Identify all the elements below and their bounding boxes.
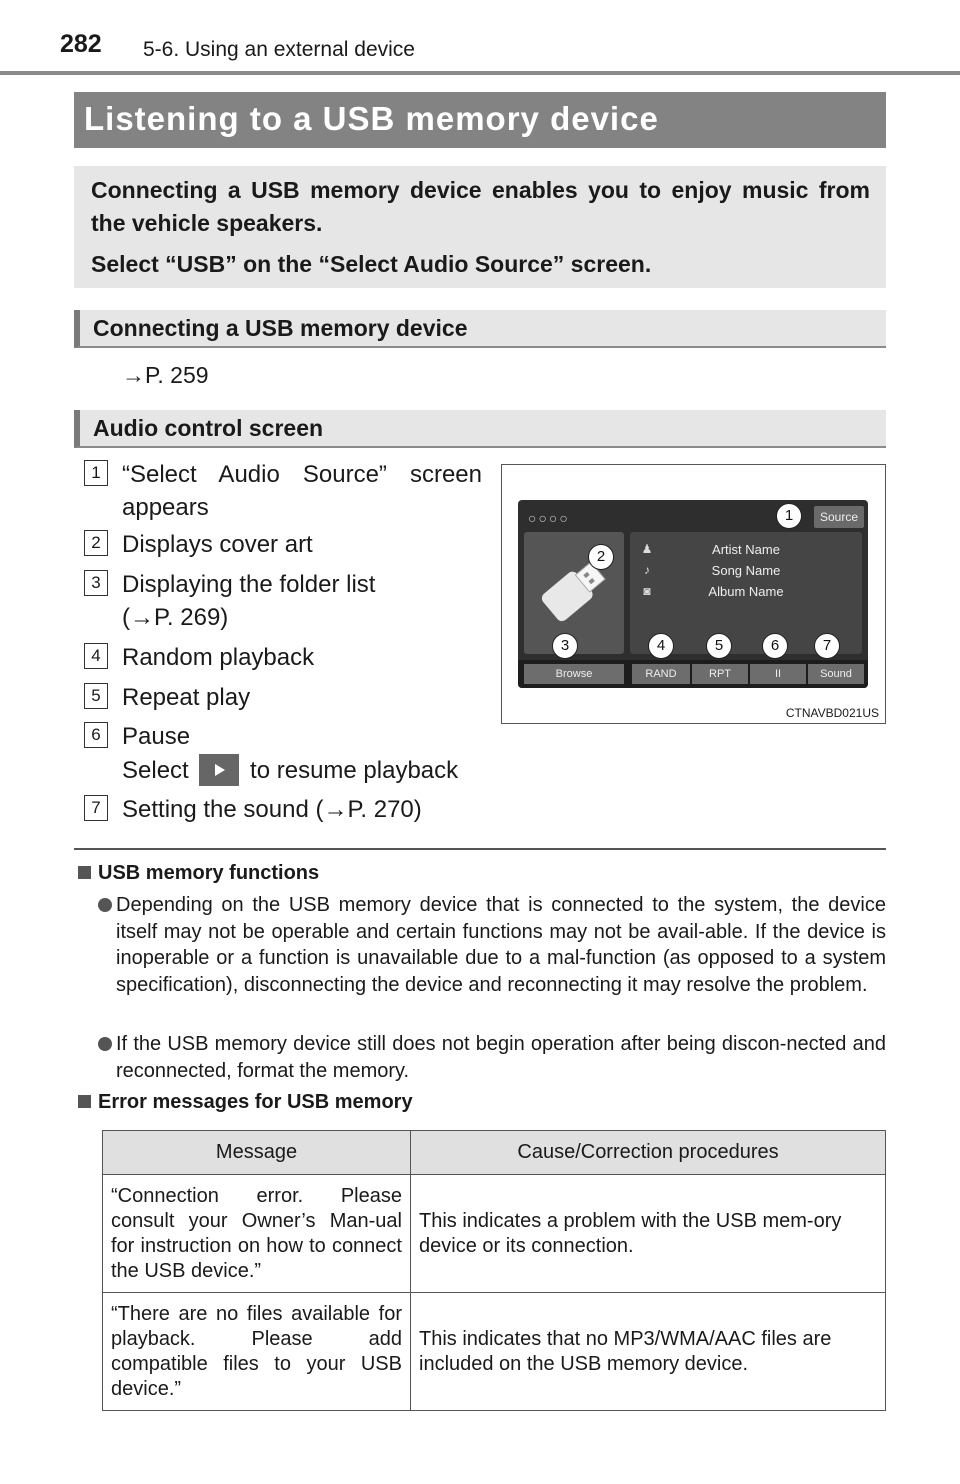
artist-name: Artist Name <box>712 542 780 557</box>
item-text: Displaying the folder list (→P. 269) <box>122 571 376 631</box>
subhead-connecting: Connecting a USB memory device <box>74 310 886 348</box>
page-number: 282 <box>60 30 102 58</box>
bullet-dot-icon <box>98 1037 112 1051</box>
item-text: Pause <box>122 723 191 750</box>
item-number: 4 <box>84 643 108 669</box>
column-header-cause: Cause/Correction procedures <box>411 1131 886 1175</box>
sound-button: Sound <box>808 664 864 684</box>
song-name: Song Name <box>711 563 781 578</box>
column-header-message: Message <box>103 1131 411 1175</box>
album-name: Album Name <box>708 584 784 599</box>
callout-5: 5 <box>706 633 732 659</box>
item-text: “Select Audio Source” screen appears <box>122 461 482 521</box>
cause-cell: This indicates that no MP3/WMA/AAC files are included on the USB memory device. <box>411 1293 886 1411</box>
item-number: 5 <box>84 683 108 709</box>
subhead-audio-control: Audio control screen <box>74 410 886 448</box>
table-row <box>103 1293 886 1411</box>
item-number: 3 <box>84 570 108 596</box>
screen-illustration <box>501 464 886 724</box>
table-row <box>103 1175 886 1293</box>
source-button: Source <box>814 506 864 528</box>
page-reference: →P. 259 <box>122 362 209 388</box>
table-header-row <box>103 1131 886 1175</box>
item-text: Displays cover art <box>122 531 313 558</box>
message-cell: “There are no files available for playback. Please add compatible files to your USB device.” <box>103 1293 411 1411</box>
cause-cell: This indicates a problem with the USB mem-ory device or its connection. <box>411 1175 886 1293</box>
callout-3: 3 <box>552 633 578 659</box>
note-bullet <box>98 1031 886 1084</box>
item-text: Repeat play <box>122 684 251 711</box>
item-number: 1 <box>84 460 108 486</box>
callout-6: 6 <box>762 633 788 659</box>
item-subtext <box>122 754 482 788</box>
header-divider <box>0 71 960 75</box>
item-number: 7 <box>84 795 108 821</box>
note-heading-usb-functions: USB memory functions <box>98 862 319 885</box>
section-divider <box>74 848 886 850</box>
callout-1: 1 <box>776 503 802 529</box>
note-bullet <box>98 892 886 998</box>
page-header <box>0 0 960 76</box>
random-button: RAND <box>632 664 690 684</box>
callout-7: 7 <box>814 633 840 659</box>
pause-button: II <box>750 664 806 684</box>
control-bar <box>518 660 868 688</box>
message-cell: “Connection error. Please consult your Owner’s Man-ual for instruction on how to connect the USB device.” <box>103 1175 411 1293</box>
play-icon <box>199 754 239 786</box>
square-bullet-icon <box>78 1095 91 1108</box>
select-suffix: to resume playback <box>250 757 459 784</box>
error-messages-table <box>102 1130 886 1411</box>
item-number: 6 <box>84 722 108 748</box>
album-icon: ◙ <box>643 584 651 598</box>
image-code: CTNAVBD021US <box>785 706 879 720</box>
artist-icon: ♟ <box>641 542 653 556</box>
item-text: Random playback <box>122 644 315 671</box>
audio-screen <box>518 500 868 688</box>
note-heading-errors: Error messages for USB memory <box>98 1091 413 1114</box>
intro-instruction: Select “USB” on the “Select Audio Source” screen. <box>91 251 652 277</box>
status-dots: ○○○○ <box>528 510 570 526</box>
intro-text: Connecting a USB memory device enables you to enjoy music from the vehicle speakers. <box>91 177 870 236</box>
note-text: Depending on the USB memory device that is connected to the system, the device itself may not be operable and certain functions may not be avail-able. If the device is inoperable or a function is unavailable due to a mal-function (as opposed to a system specification), disconnecting the device and reconnecting it may resolve the problem. <box>116 894 886 996</box>
browse-button: Browse <box>524 664 624 684</box>
note-text: If the USB memory device still does not begin operation after being discon-nected and reconnected, format the memory. <box>116 1033 886 1082</box>
page-title: Listening to a USB memory device <box>74 92 886 148</box>
song-icon: ♪ <box>644 563 650 577</box>
select-prefix: Select <box>122 757 189 784</box>
bullet-dot-icon <box>98 898 112 912</box>
intro-box <box>74 166 886 288</box>
item-text: Setting the sound (→P. 270) <box>122 796 422 823</box>
repeat-button: RPT <box>692 664 748 684</box>
item-number: 2 <box>84 530 108 556</box>
square-bullet-icon <box>78 866 91 879</box>
callout-4: 4 <box>648 633 674 659</box>
callout-2: 2 <box>588 544 614 570</box>
section-title: 5-6. Using an external device <box>143 38 415 61</box>
